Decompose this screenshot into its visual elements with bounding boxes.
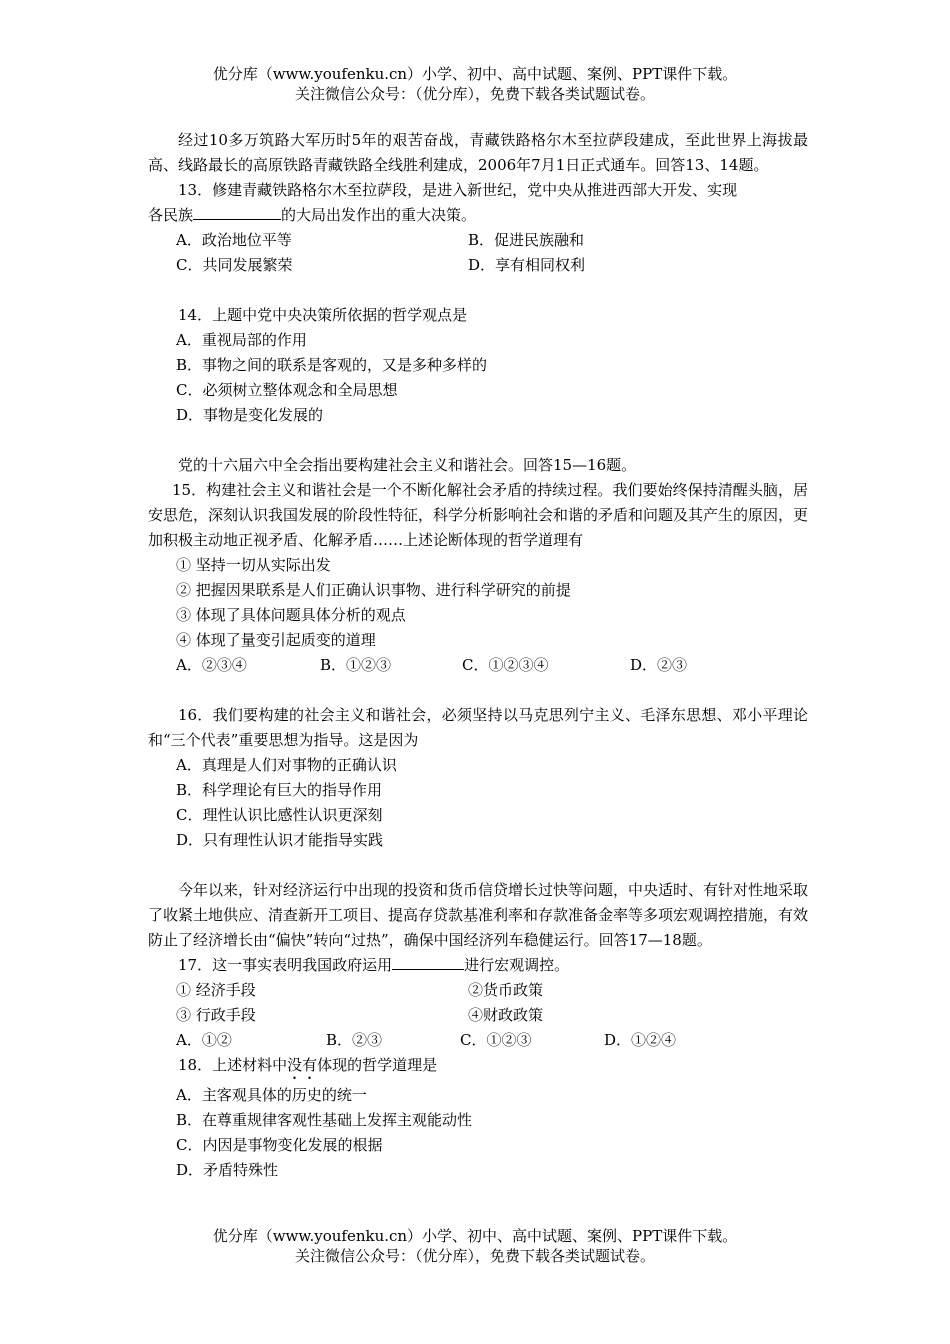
q16-stem: 16．我们要构建的社会主义和谐社会，必须坚持以马克思列宁主义、毛泽东思想、邓小平理论和“三个代表”重要思想为指导。这是因为	[148, 706, 808, 749]
q15-option-b: B．①②③	[320, 656, 392, 674]
header-line-2: 关注微信公众号：（优分库），免费下载各类试题试卷。	[294, 85, 655, 103]
q15-stem: 15．构建社会主义和谐社会是一个不断化解社会矛盾的持续过程。我们要始终保持清醒头脑，居安思危，深刻认识我国发展的阶段性特征，科学分析影响社会和谐的矛盾和问题及其产生的原因，更加积极主动地正视矛盾、化解矛盾……上述论断体现的哲学道理有	[148, 481, 809, 549]
footer-line-2: 关注微信公众号：（优分库），免费下载各类试题试卷。	[294, 1247, 655, 1265]
exam-content	[148, 128, 808, 1183]
material-3: 今年以来，针对经济运行中出现的投资和货币信贷增长过快等问题，中央适时、有针对性地采取了收紧土地供应、清查新开工项目、提高存贷款基准利率和存款准备金率等多项宏观调控措施，有效防止了经济增长由“偏快”转向“过热”，确保中国经济列车稳健运行。回答17—18题。	[148, 881, 809, 949]
q17-item-3: ③ 行政手段	[176, 1006, 256, 1024]
q17-item-2: ②货币政策	[468, 981, 544, 999]
q13-stem-post: 的大局出发作出的重大决策。	[281, 206, 477, 224]
q17-option-a: A．①②	[176, 1031, 232, 1049]
q17-item-1: ① 经济手段	[176, 981, 256, 999]
q18-stem	[148, 1053, 808, 1083]
q15-item-1: ① 坚持一切从实际出发	[176, 556, 331, 574]
material-1: 经过10多万筑路大军历时5年的艰苦奋战，青藏铁路格尔木至拉萨段建成，至此世界上海拔最高、线路最长的高原铁路青藏铁路全线胜利建成，2006年7月1日正式通车。回答13、14题。	[148, 131, 808, 174]
q16-option-c: C．理性认识比感性认识更深刻	[176, 806, 383, 824]
page-footer	[0, 1226, 950, 1266]
q18-option-a: A．主客观具体的历史的统一	[176, 1086, 367, 1104]
q16-option-a: A．真理是人们对事物的正确认识	[176, 756, 397, 774]
q17-options	[148, 1028, 808, 1053]
page-header	[0, 64, 950, 104]
q15-item-3: ③ 体现了具体问题具体分析的观点	[176, 606, 406, 624]
q15-item-2: ② 把握因果联系是人们正确认识事物、进行科学研究的前提	[176, 581, 571, 599]
q14-option-b: B．事物之间的联系是客观的，又是多种多样的	[176, 356, 488, 374]
q14-option-a: A．重视局部的作用	[176, 331, 307, 349]
footer-line-1: 优分库（www.youfenku.cn）小学、初中、高中试题、案例、PPT课件下载。	[212, 1227, 738, 1245]
q18-stem-pre: 18．上述材料中	[178, 1056, 288, 1074]
q13-stem-line1: 13．修建青藏铁路格尔木至拉萨段，是进入新世纪，党中央从推进西部大开发、实现	[178, 181, 738, 199]
q13-option-c: C．共同发展繁荣	[176, 256, 293, 274]
q17-answer-blank	[392, 953, 464, 970]
q15-option-c: C．①②③④	[462, 656, 549, 674]
q14-option-c: C．必须树立整体观念和全局思想	[176, 381, 398, 399]
q17-items-row2	[148, 1003, 808, 1028]
q18-stem-emphasis: 没有	[287, 1056, 318, 1074]
material-2: 党的十六届六中全会指出要构建社会主义和谐社会。回答15—16题。	[178, 456, 637, 474]
q13-options-row2	[148, 253, 808, 278]
q18-stem-post: 体现的哲学道理是	[317, 1056, 438, 1074]
q15-item-4: ④ 体现了量变引起质变的道理	[176, 631, 376, 649]
q13-option-b: B．促进民族融和	[468, 231, 585, 249]
q14-option-d: D．事物是变化发展的	[176, 406, 324, 424]
q13-stem-pre: 各民族	[148, 206, 194, 224]
q17-stem	[148, 953, 808, 978]
q13-stem-line2	[148, 203, 808, 228]
q17-stem-pre: 17．这一事实表明我国政府运用	[178, 956, 393, 974]
q13-options-row1	[148, 228, 808, 253]
q15-option-a: A．②③④	[176, 656, 247, 674]
q17-item-4: ④财政政策	[468, 1006, 544, 1024]
q15-option-d: D．②③	[630, 656, 688, 674]
q15-options	[148, 653, 808, 678]
q18-option-c: C．内因是事物变化发展的根据	[176, 1136, 383, 1154]
q17-option-c: C．①②③	[460, 1031, 532, 1049]
q17-items-row1	[148, 978, 808, 1003]
q17-option-b: B．②③	[326, 1031, 383, 1049]
q17-option-d: D．①②④	[604, 1031, 677, 1049]
q16-option-b: B．科学理论有巨大的指导作用	[176, 781, 383, 799]
q13-option-a: A．政治地位平等	[176, 231, 292, 249]
q13-option-d: D．享有相同权利	[468, 256, 586, 274]
q17-stem-post: 进行宏观调控。	[464, 956, 570, 974]
q14-stem: 14．上题中党中央决策所依据的哲学观点是	[178, 306, 468, 324]
q16-option-d: D．只有理性认识才能指导实践	[176, 831, 384, 849]
q13-answer-blank	[193, 203, 281, 220]
q18-option-d: D．矛盾特殊性	[176, 1161, 279, 1179]
q18-option-b: B．在尊重规律客观性基础上发挥主观能动性	[176, 1111, 473, 1129]
header-line-1: 优分库（www.youfenku.cn）小学、初中、高中试题、案例、PPT课件下载。	[212, 65, 738, 83]
